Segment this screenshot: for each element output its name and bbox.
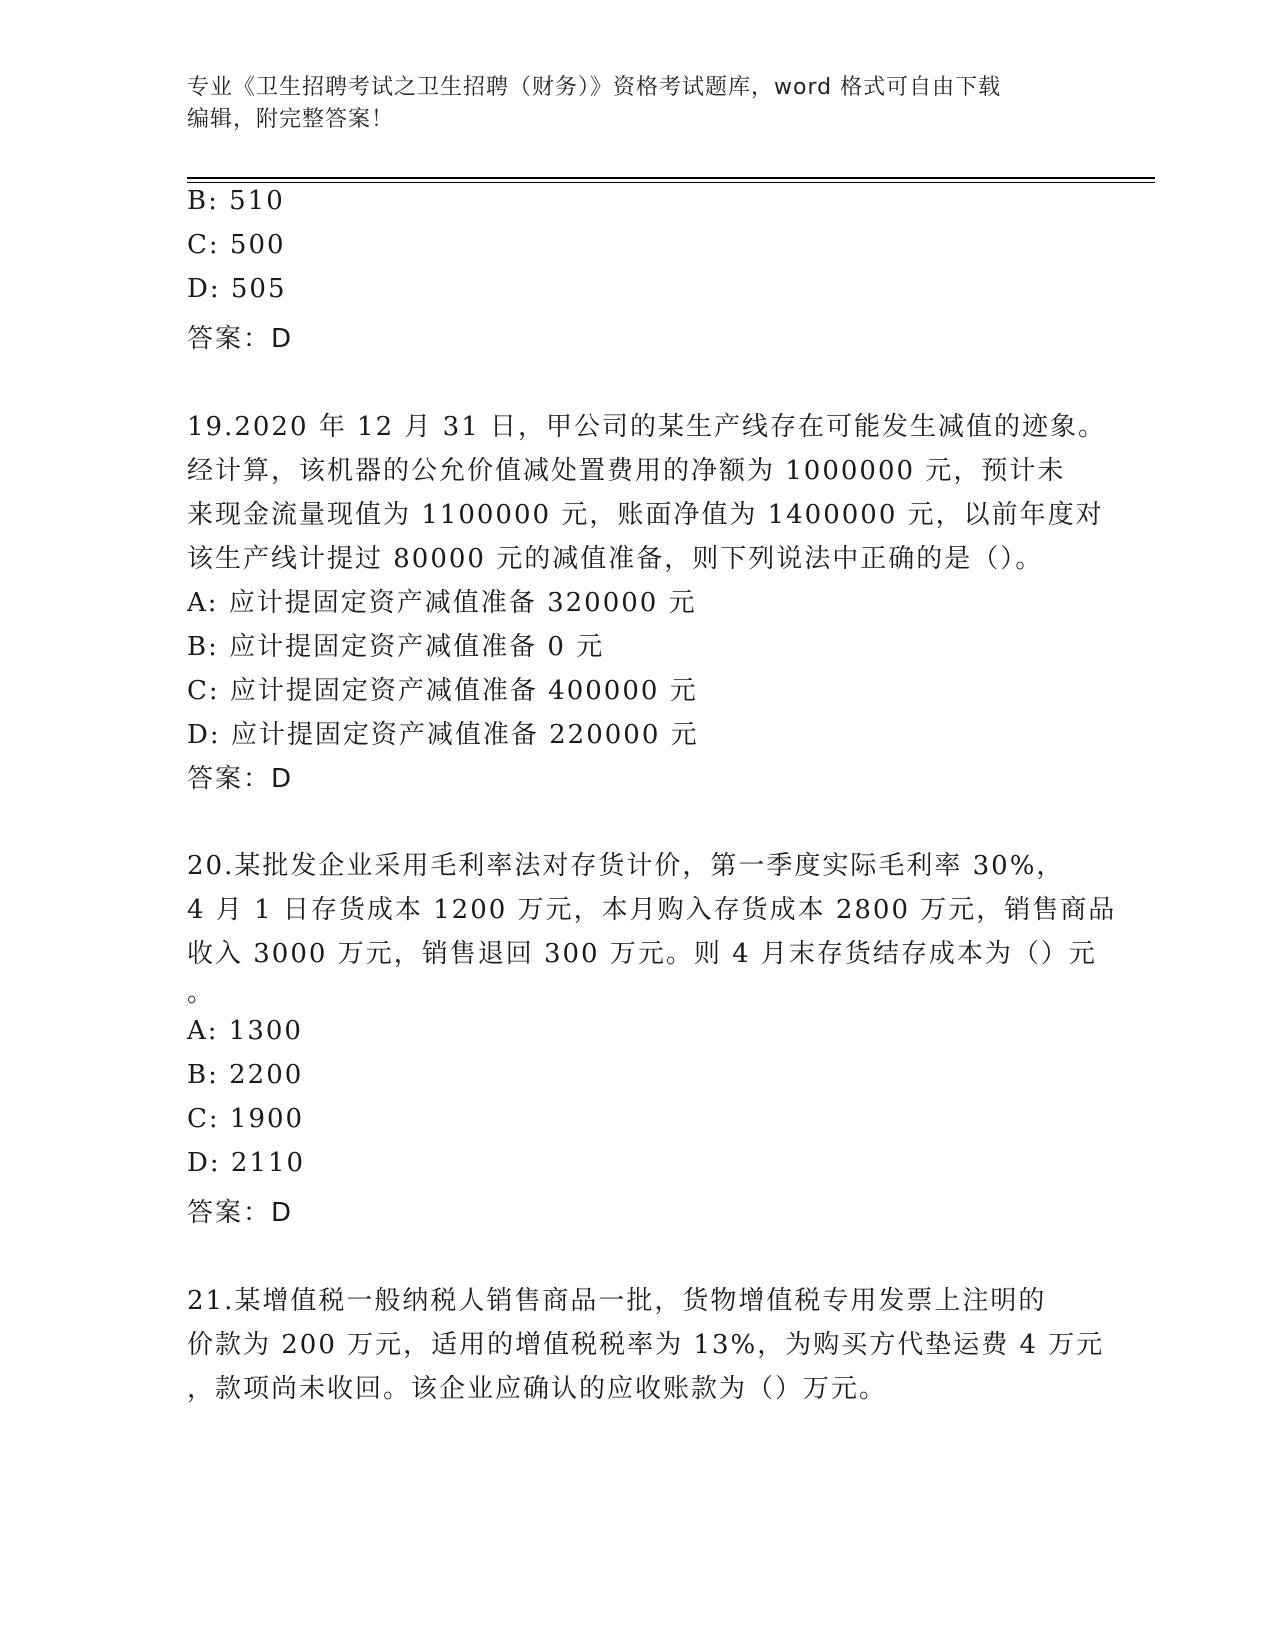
q19-option-b: B: 应计提固定资产减值准备 0 元: [187, 632, 605, 662]
q19-option-a: A: 应计提固定资产减值准备 320000 元: [187, 588, 697, 618]
q21-stem-line-3: ，款项尚未收回。该企业应确认的应收账款为（）万元。: [187, 1374, 888, 1404]
q20-option-b: B: 2200: [187, 1060, 304, 1090]
q19-answer: 答案：D: [187, 764, 294, 794]
q19-option-d: D: 应计提固定资产减值准备 220000 元: [187, 720, 699, 750]
q19-stem-line-3: 来现金流量现值为 1100000 元，账面净值为 1400000 元，以前年度对: [187, 500, 1104, 530]
q19-stem-line-4: 该生产线计提过 80000 元的减值准备，则下列说法中正确的是（）。: [187, 544, 1044, 574]
q19-option-c: C: 应计提固定资产减值准备 400000 元: [187, 676, 698, 706]
q20-stem-line-4: 。: [187, 978, 216, 1008]
q18-answer: 答案：D: [187, 324, 294, 354]
header-divider-thick: [187, 177, 1155, 179]
q18-option-c: C: 500: [187, 230, 286, 260]
q20-stem-line-1: 20.某批发企业采用毛利率法对存货计价，第一季度实际毛利率 30%，: [187, 851, 1065, 881]
document-header: [187, 72, 1087, 136]
q20-option-d: D: 2110: [187, 1148, 306, 1178]
q20-answer: 答案：D: [187, 1198, 294, 1228]
header-line-1: 专业《卫生招聘考试之卫生招聘（财务）》资格考试题库，word 格式可自由下载: [187, 75, 1002, 100]
q20-option-a: A: 1300: [187, 1016, 303, 1046]
q19-stem-line-2: 经计算，该机器的公允价值减处置费用的净额为 1000000 元，预计未: [187, 456, 1066, 486]
q19-stem-line-1: 19.2020 年 12 月 31 日，甲公司的某生产线存在可能发生减值的迹象。: [187, 412, 1107, 442]
header-line-2: 编辑，附完整答案！: [187, 107, 395, 132]
q20-stem-line-3: 收入 3000 万元，销售退回 300 万元。则 4 月末存货结存成本为（）元: [187, 939, 1097, 969]
q20-stem-line-2: 4 月 1 日存货成本 1200 万元，本月购入存货成本 2800 万元，销售商品: [187, 895, 1117, 925]
q18-option-d: D: 505: [187, 274, 287, 304]
header-divider-thin: [187, 182, 1155, 183]
q21-stem-line-1: 21.某增值税一般纳税人销售商品一批，货物增值税专用发票上注明的: [187, 1286, 1047, 1316]
q21-stem-line-2: 价款为 200 万元，适用的增值税税率为 13%，为购买方代垫运费 4 万元: [187, 1330, 1105, 1360]
q18-option-b: B: 510: [187, 186, 285, 216]
q20-option-c: C: 1900: [187, 1104, 305, 1134]
